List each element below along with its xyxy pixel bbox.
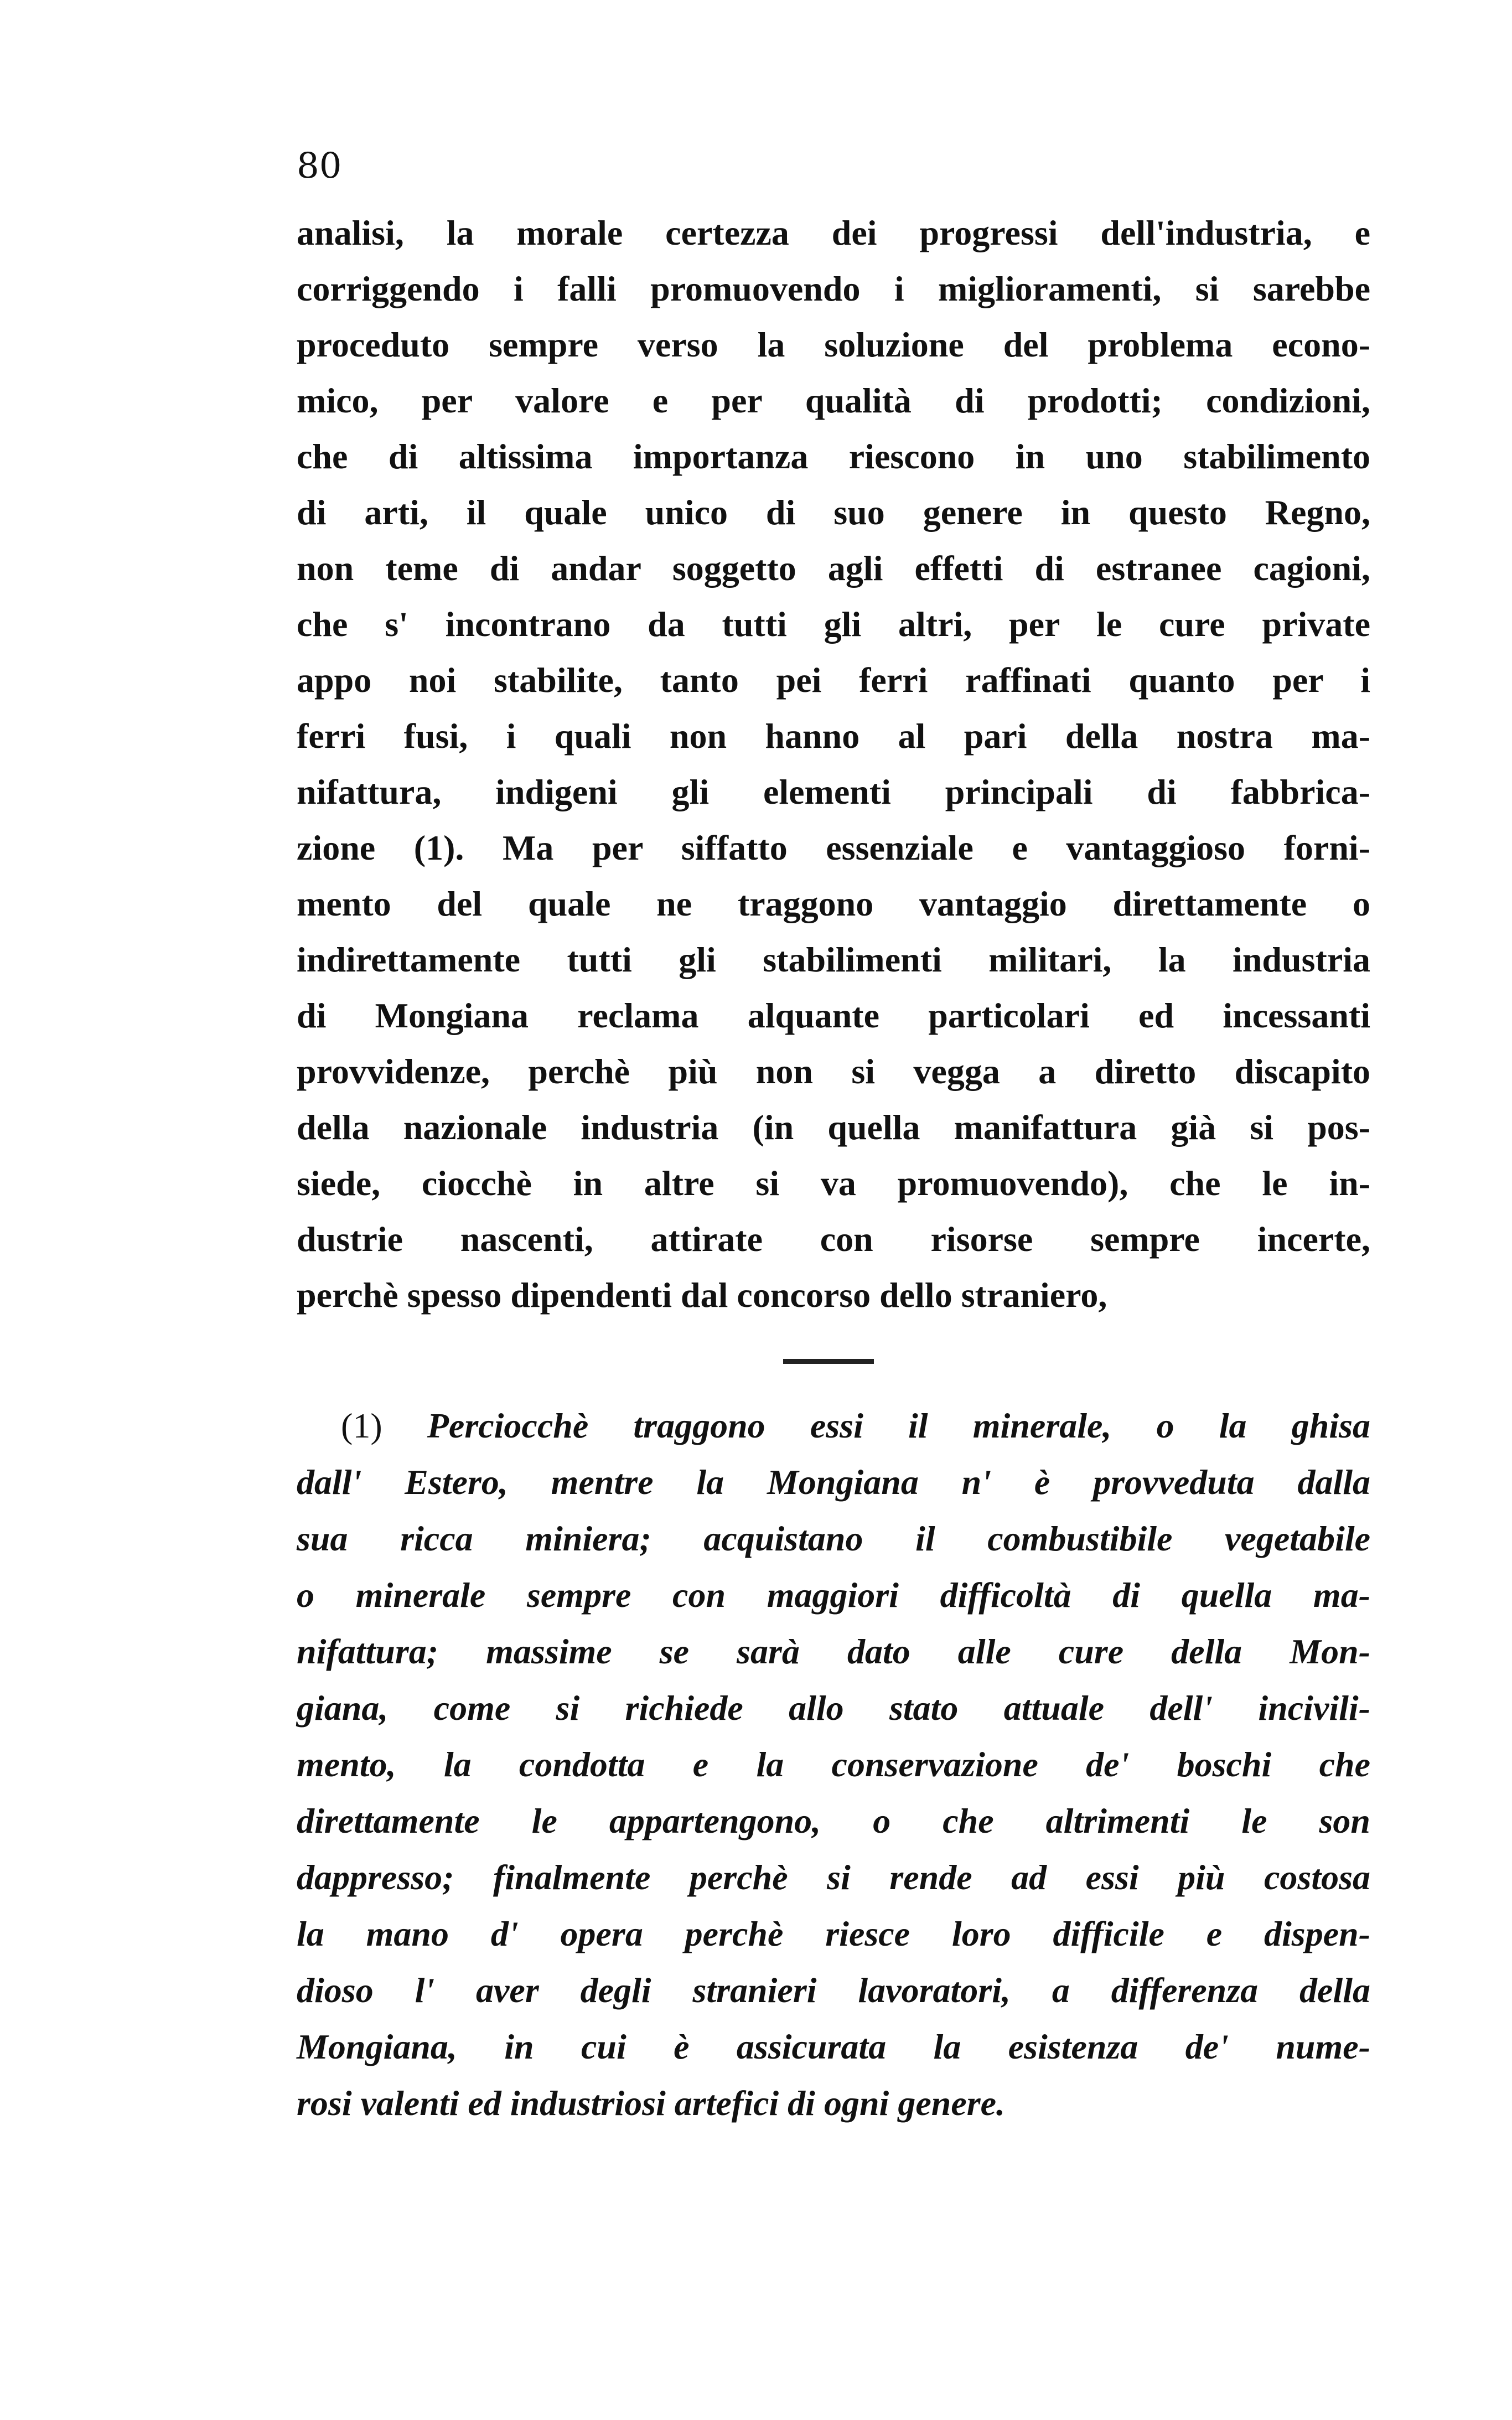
- text-line: che di altissima importanza riescono in uno stabilimento: [297, 437, 1370, 476]
- footnote-line: rosi valenti ed industriosi artefici di ogni genere.: [297, 2083, 1006, 2123]
- footnote: [297, 1398, 1370, 2132]
- footnote-text: Perciocchè traggono essi il minerale, o la ghisa: [427, 1406, 1371, 1445]
- footnote-marker: (1): [341, 1406, 382, 1445]
- text-line: dustrie nascenti, attirate con risorse sempre incerte,: [297, 1219, 1370, 1259]
- text-line: della nazionale industria (in quella manifattura già si pos-: [297, 1108, 1370, 1147]
- text-line: che s' incontrano da tutti gli altri, per le cure private: [297, 604, 1370, 644]
- text-line: indirettamente tutti gli stabilimenti militari, la industria: [297, 940, 1370, 979]
- text-line: siede, ciocchè in altre si va promuovendo), che le in-: [297, 1164, 1370, 1203]
- footnote-line: la mano d' opera perchè riesce loro difficile e dispen-: [297, 1914, 1370, 1953]
- text-line: corriggendo i falli promuovendo i miglioramenti, si sarebbe: [297, 269, 1370, 308]
- text-line: di Mongiana reclama alquante particolari ed incessanti: [297, 996, 1370, 1035]
- text-line: analisi, la morale certezza dei progressi dell'industria, e: [297, 213, 1370, 252]
- footnote-line: dappresso; finalmente perchè si rende ad essi più costosa: [297, 1858, 1370, 1897]
- text-line: nifattura, indigeni gli elementi principali di fabbrica-: [297, 772, 1370, 811]
- footnote-separator: [783, 1359, 874, 1364]
- page-number: 80: [297, 146, 342, 187]
- footnote-line: [297, 1398, 1370, 1454]
- footnote-line: nifattura; massime se sarà dato alle cure della Mon-: [297, 1632, 1370, 1671]
- text-line: zione (1). Ma per siffatto essenziale e vantaggioso forni-: [297, 828, 1370, 867]
- footnote-line: o minerale sempre con maggiori difficoltà di quella ma-: [297, 1575, 1370, 1615]
- footnote-line: Mongiana, in cui è assicurata la esistenza de' nume-: [297, 2027, 1370, 2066]
- footnote-line: giana, come si richiede allo stato attuale dell' incivili-: [297, 1688, 1370, 1728]
- text-line: proceduto sempre verso la soluzione del problema econo-: [297, 325, 1370, 364]
- footnote-line: dall' Estero, mentre la Mongiana n' è provveduta dalla: [297, 1462, 1370, 1502]
- text-line: appo noi stabilite, tanto pei ferri raffinati quanto per i: [297, 660, 1370, 700]
- text-line: perchè spesso dipendenti dal concorso dello straniero,: [297, 1275, 1107, 1315]
- text-line: provvidenze, perchè più non si vegga a diretto discapito: [297, 1052, 1370, 1091]
- main-text: [297, 205, 1370, 1323]
- text-line: di arti, il quale unico di suo genere in questo Regno,: [297, 493, 1370, 532]
- footnote-line: direttamente le appartengono, o che altrimenti le son: [297, 1801, 1370, 1840]
- text-line: non teme di andar soggetto agli effetti di estranee cagioni,: [297, 549, 1370, 588]
- text-line: mico, per valore e per qualità di prodotti; condizioni,: [297, 381, 1370, 420]
- footnote-line: sua ricca miniera; acquistano il combustibile vegetabile: [297, 1519, 1370, 1558]
- footnote-line: mento, la condotta e la conservazione de' boschi che: [297, 1745, 1370, 1784]
- text-line: mento del quale ne traggono vantaggio direttamente o: [297, 884, 1370, 923]
- footnote-line: dioso l' aver degli stranieri lavoratori, a differenza della: [297, 1971, 1370, 2010]
- text-line: ferri fusi, i quali non hanno al pari della nostra ma-: [297, 716, 1370, 756]
